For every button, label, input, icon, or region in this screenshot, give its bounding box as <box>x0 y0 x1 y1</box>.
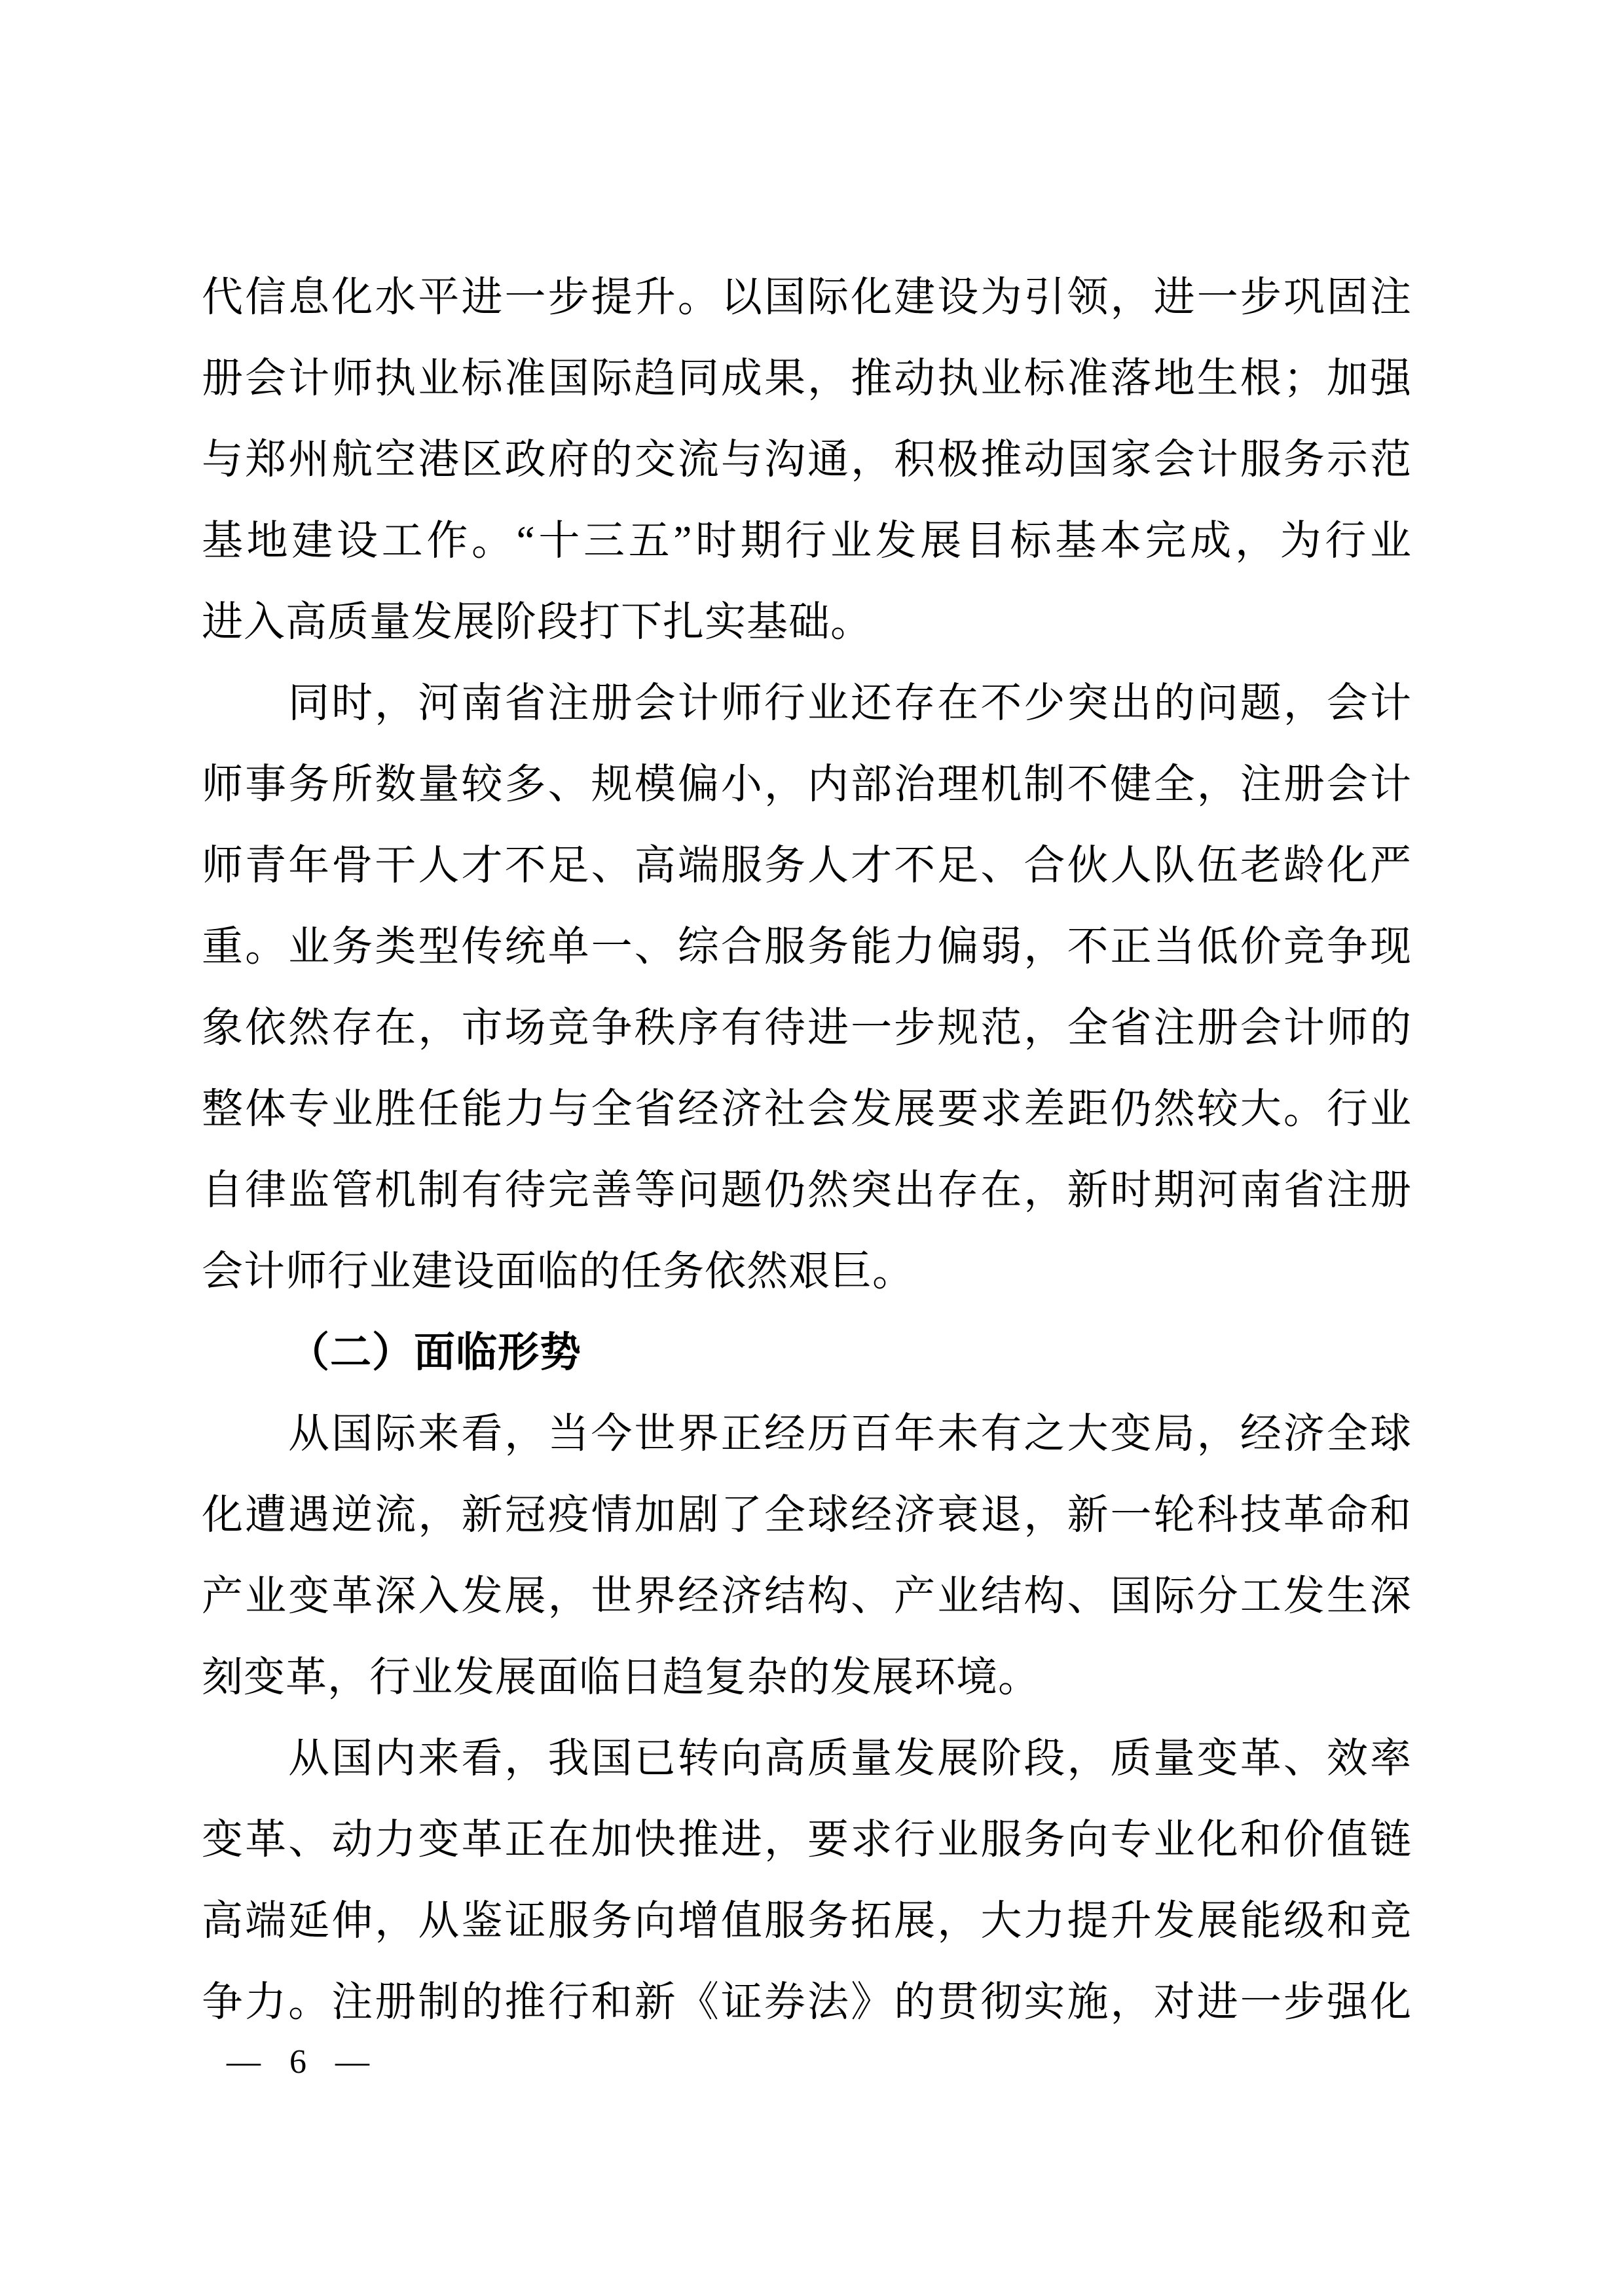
text-line: 与郑州航空港区政府的交流与沟通，积极推动国家会计服务示范 <box>202 437 1412 483</box>
text-line: 册会计师执业标准国际趋同成果，推动执业标准落地生根；加强 <box>202 355 1412 401</box>
text-line: 师青年骨干人才不足、高端服务人才不足、合伙人队伍老龄化严 <box>202 843 1412 888</box>
text-line: 自律监管机制有待完善等问题仍然突出存在，新时期河南省注册 <box>202 1167 1412 1213</box>
section-heading: （二）面临形势 <box>288 1330 581 1376</box>
text-line: 高端延伸，从鉴证服务向增值服务拓展，大力提升发展能级和竞 <box>202 1898 1412 1944</box>
text-line: 师事务所数量较多、规模偏小，内部治理机制不健全，注册会计 <box>202 761 1412 807</box>
text-line: 变革、动力变革正在加快推进，要求行业服务向专业化和价值链 <box>202 1817 1412 1863</box>
text-line: 进入高质量发展阶段打下扎实基础。 <box>202 599 872 645</box>
text-line: 从国内来看，我国已转向高质量发展阶段，质量变革、效率 <box>288 1736 1412 1781</box>
text-line: 化遭遇逆流，新冠疫情加剧了全球经济衰退，新一轮科技革命和 <box>202 1492 1412 1538</box>
text-line: 整体专业胜任能力与全省经济社会发展要求差距仍然较大。行业 <box>202 1086 1412 1132</box>
document-body <box>202 257 1412 2043</box>
text-line: 会计师行业建设面临的任务依然艰巨。 <box>202 1248 914 1294</box>
page-footer <box>227 2041 369 2083</box>
text-line: 基地建设工作。“十三五”时期行业发展目标基本完成，为行业 <box>202 518 1412 564</box>
footer-dash-right: — <box>335 2043 369 2081</box>
text-line: 刻变革，行业发展面临日趋复杂的发展环境。 <box>202 1654 1040 1700</box>
footer-dash-left: — <box>227 2043 261 2081</box>
text-line: 争力。注册制的推行和新《证券法》的贯彻实施，对进一步强化 <box>202 1979 1412 2025</box>
page-number: 6 <box>289 2043 306 2081</box>
text-line: 从国际来看，当今世界正经历百年未有之大变局，经济全球 <box>288 1411 1412 1457</box>
text-line: 代信息化水平进一步提升。以国际化建设为引领，进一步巩固注 <box>202 274 1412 320</box>
text-line: 产业变革深入发展，世界经济结构、产业结构、国际分工发生深 <box>202 1573 1412 1619</box>
text-line: 象依然存在，市场竞争秩序有待进一步规范，全省注册会计师的 <box>202 1005 1412 1051</box>
text-line: 重。业务类型传统单一、综合服务能力偏弱，不正当低价竞争现 <box>202 924 1412 970</box>
text-line: 同时，河南省注册会计师行业还存在不少突出的问题，会计 <box>288 680 1412 726</box>
